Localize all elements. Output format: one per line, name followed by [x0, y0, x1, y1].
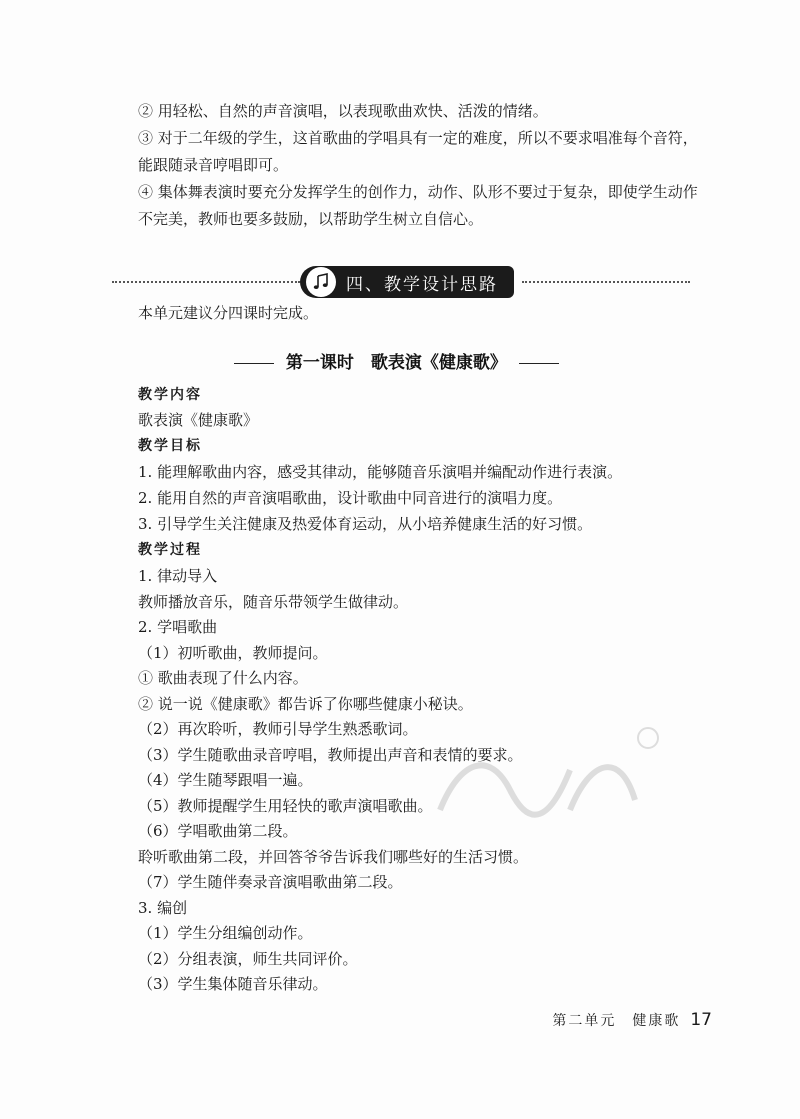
page-number: 17: [690, 1010, 712, 1030]
goal-item: 3. 引导学生关注健康及热爱体育运动，从小培养健康生活的好习惯。: [138, 515, 593, 533]
lesson-title-row: [228, 348, 565, 373]
process-item: （2）分组表演，师生共同评价。: [138, 950, 358, 968]
goals-heading: 教学目标: [138, 438, 202, 454]
music-note-icon: [306, 267, 336, 297]
footer-label: 第二单元 健康歌: [552, 1013, 681, 1029]
process-item: （6）学唱歌曲第二段。: [138, 822, 298, 840]
process-item: （3）学生随歌曲录音哼唱，教师提出声音和表情的要求。: [138, 746, 523, 764]
note-2: ② 用轻松、自然的声音演唱，以表现歌曲欢快、活泼的情绪。: [138, 102, 548, 120]
process-item: 聆听歌曲第二段，并回答爷爷告诉我们哪些好的生活习惯。: [138, 848, 529, 866]
process-item: （2）再次聆听，教师引导学生熟悉歌词。: [138, 720, 418, 738]
section-banner: [300, 266, 514, 298]
process-heading: 教学过程: [138, 542, 202, 558]
goal-item: 2. 能用自然的声音演唱歌曲，设计歌曲中同音进行的演唱力度。: [138, 489, 563, 507]
process-item: （1）初听歌曲，教师提问。: [138, 644, 328, 662]
lesson-title: 第一课时 歌表演《健康歌》: [285, 353, 507, 373]
title-dash-left: [234, 363, 274, 364]
goal-item: 1. 能理解歌曲内容，感受其律动，能够随音乐演唱并编配动作进行表演。: [138, 463, 623, 481]
process-item: （4）学生随琴跟唱一遍。: [138, 771, 313, 789]
note-3: ③ 对于二年级的学生，这首歌曲的学唱具有一定的难度，所以不要求唱准每个音符，能跟随录音哼唱即可。: [138, 129, 698, 174]
banner-rule-right: [522, 281, 690, 283]
intro-text: 本单元建议分四课时完成。: [138, 304, 319, 322]
page-footer: [552, 1010, 712, 1030]
process-item: （1）学生分组编创动作。: [138, 924, 313, 942]
title-dash-right: [519, 363, 559, 364]
process-item: （3）学生集体随音乐律动。: [138, 975, 328, 993]
process-item: ① 歌曲表现了什么内容。: [138, 669, 308, 687]
banner-rule-left: [112, 281, 300, 283]
process-item: 3. 编创: [138, 899, 188, 917]
process-item: （5）教师提醒学生用轻快的歌声演唱歌曲。: [138, 797, 433, 815]
process-item: 2. 学唱歌曲: [138, 618, 218, 636]
content-text: 歌表演《健康歌》: [138, 411, 259, 429]
section-title: 四、教学设计思路: [346, 274, 498, 295]
publisher-watermark: [420, 720, 660, 840]
process-item: 教师播放音乐，随音乐带领学生做律动。: [138, 593, 409, 611]
process-item: （7）学生随伴奏录音演唱歌曲第二段。: [138, 873, 403, 891]
process-item: 1. 律动导入: [138, 567, 218, 585]
process-item: ② 说一说《健康歌》都告诉了你哪些健康小秘诀。: [138, 695, 473, 713]
content-heading: 教学内容: [138, 387, 202, 403]
note-4: ④ 集体舞表演时要充分发挥学生的创作力，动作、队形不要过于复杂，即使学生动作不完美，教师也要多鼓励，以帮助学生树立自信心。: [138, 183, 698, 228]
